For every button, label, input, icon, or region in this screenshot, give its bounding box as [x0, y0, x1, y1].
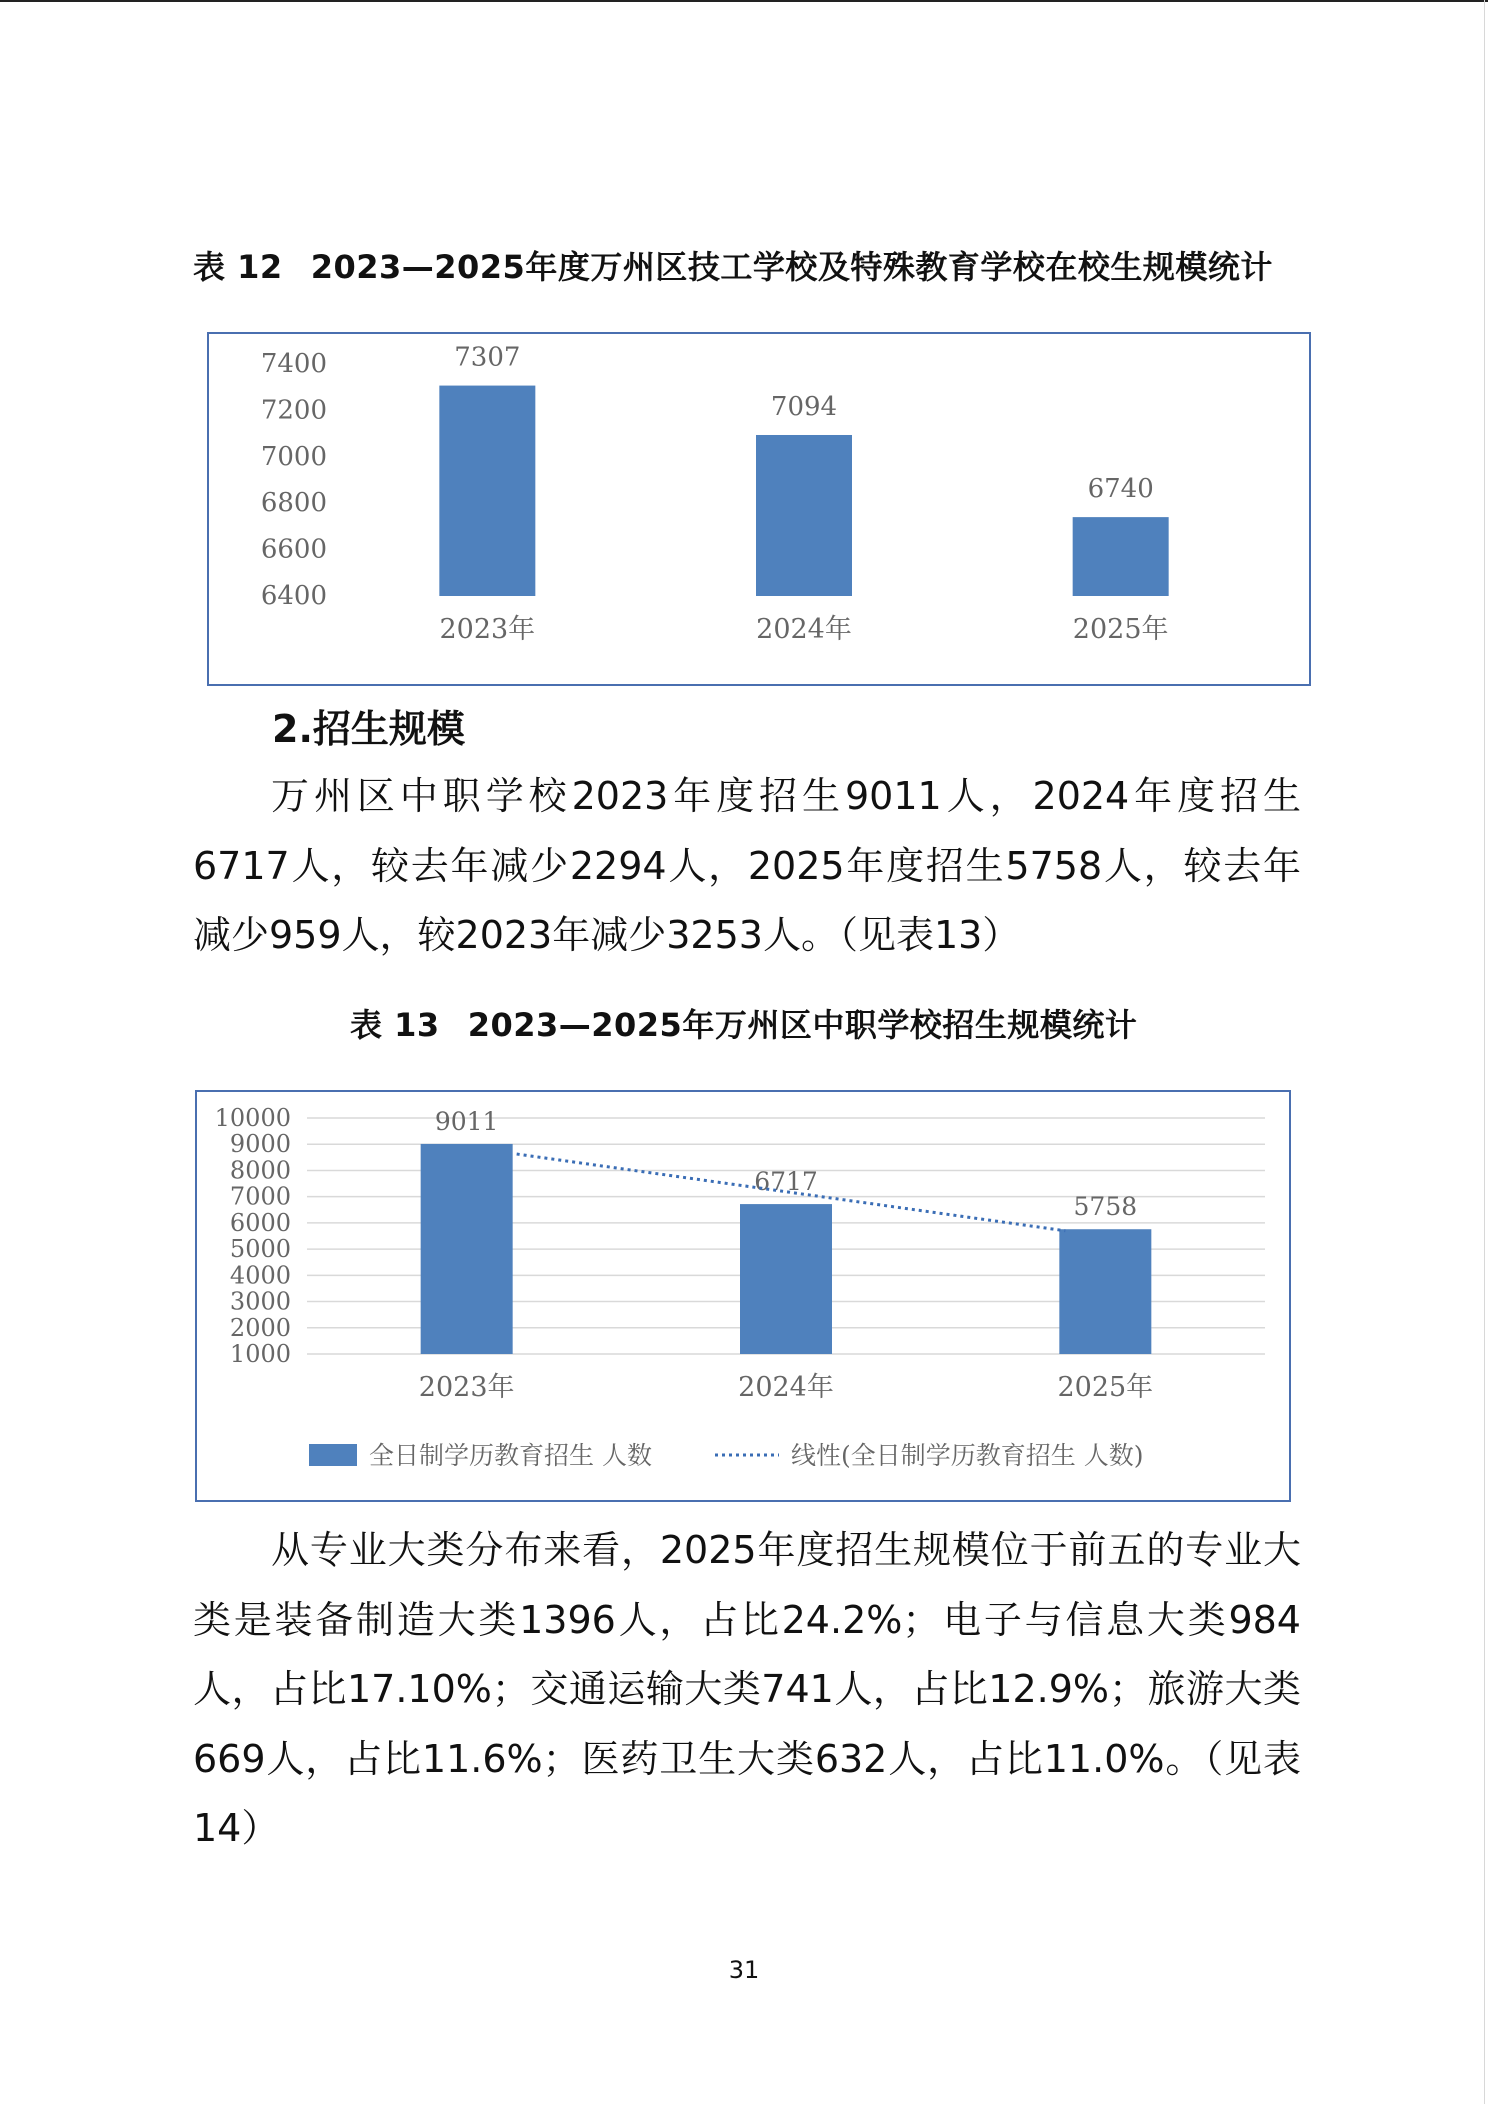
page-top-border — [0, 0, 1488, 2]
table-12-caption-text: 2023—2025年度万州区技工学校及特殊教育学校在校生规模统计 — [310, 248, 1273, 286]
x-tick-label: 2024年 — [738, 1372, 834, 1403]
y-tick-label: 7000 — [260, 441, 327, 472]
y-tick-label: 7000 — [229, 1182, 291, 1211]
bar — [740, 1204, 832, 1354]
y-tick-label: 8000 — [229, 1156, 291, 1185]
bar — [439, 386, 535, 596]
paragraph-majors-text: 从专业大类分布来看，2025年度招生规模位于前五的专业大类是装备制造大类1396人，占比24.2%；电子与信息大类984人，占比17.10%；交通运输大类741人，占比12.9%；旅游大类669人，占比11.6%；医药卫生大类632人，占比11.0%。（见表14） — [193, 1528, 1301, 1850]
y-tick-label: 7400 — [260, 349, 327, 379]
chart-12-frame — [207, 332, 1311, 686]
y-tick-label: 2000 — [229, 1313, 291, 1342]
legend-bar-swatch — [309, 1444, 357, 1466]
y-tick-label: 9000 — [229, 1130, 291, 1159]
section-heading: 2.招生规模 — [272, 707, 465, 751]
x-tick-label: 2023年 — [418, 1372, 515, 1403]
table-13-caption — [350, 1000, 1137, 1046]
paragraph-enrollment — [193, 762, 1301, 971]
y-tick-label: 5000 — [229, 1235, 291, 1264]
y-tick-label: 6400 — [260, 581, 327, 611]
y-tick-label: 10000 — [214, 1104, 291, 1132]
legend-trend-label: 线性(全日制学历教育招生 人数) — [791, 1441, 1144, 1470]
table-13-caption-number: 表 13 — [350, 1006, 440, 1044]
x-tick-label: 2025年 — [1072, 614, 1169, 645]
page-right-border — [1484, 0, 1485, 2104]
table-12-caption-number: 表 12 — [193, 248, 283, 286]
page-number: 31 — [728, 1956, 760, 1984]
chart-12 — [209, 334, 1309, 684]
data-label: 5758 — [1073, 1192, 1138, 1222]
y-tick-label: 3000 — [229, 1287, 291, 1316]
table-12-caption — [193, 242, 1273, 288]
bar — [421, 1144, 513, 1354]
y-tick-label: 6000 — [229, 1208, 291, 1237]
bar — [1059, 1229, 1151, 1354]
x-tick-label: 2025年 — [1057, 1372, 1154, 1403]
data-label: 7094 — [770, 391, 838, 422]
legend-bar-label: 全日制学历教育招生 人数 — [369, 1441, 652, 1470]
y-tick-label: 4000 — [229, 1261, 291, 1290]
y-tick-label: 1000 — [229, 1340, 291, 1368]
x-tick-label: 2024年 — [756, 614, 852, 645]
bar — [1073, 517, 1169, 596]
data-label: 6740 — [1087, 474, 1154, 505]
data-label: 6717 — [754, 1167, 818, 1197]
data-label: 7307 — [454, 342, 521, 373]
data-label: 9011 — [434, 1106, 499, 1136]
x-tick-label: 2023年 — [439, 614, 536, 645]
chart-13 — [197, 1092, 1289, 1500]
paragraph-majors — [193, 1516, 1301, 1864]
paragraph-enrollment-text: 万州区中职学校2023年度招生9011人，2024年度招生6717人，较去年减少2294人，2025年度招生5758人，较去年减少959人，较2023年减少3253人。（见表13） — [193, 774, 1301, 957]
y-tick-label: 6600 — [260, 534, 327, 565]
y-tick-label: 6800 — [260, 488, 327, 519]
table-13-caption-text: 2023—2025年万州区中职学校招生规模统计 — [467, 1006, 1138, 1044]
chart-13-frame — [195, 1090, 1291, 1502]
y-tick-label: 7200 — [260, 395, 327, 426]
bar — [756, 435, 852, 596]
